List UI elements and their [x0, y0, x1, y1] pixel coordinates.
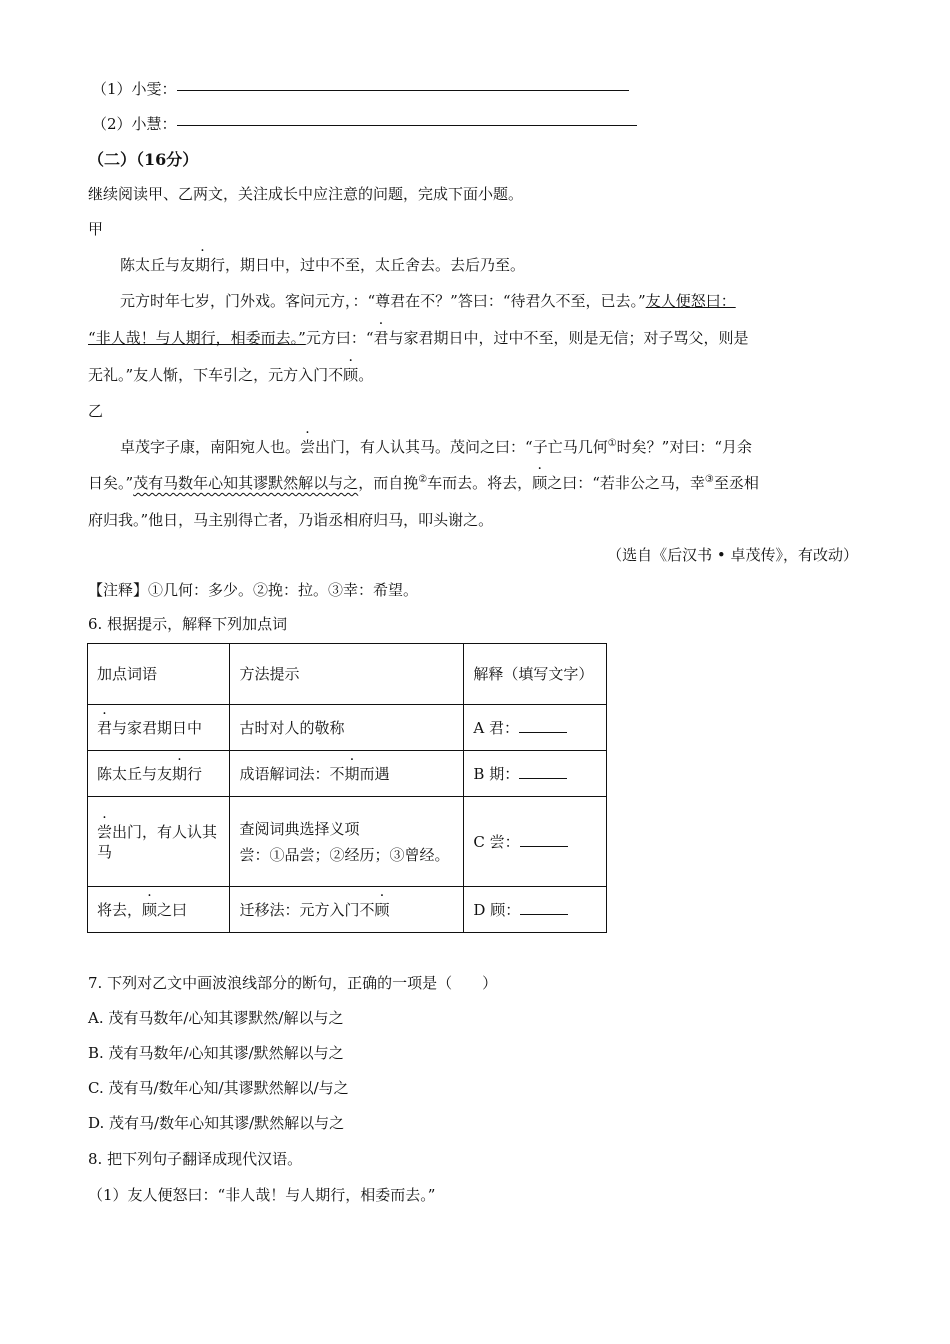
option-d[interactable]: D. 茂有马/数年心知其谬/默然解以与之 — [88, 1114, 345, 1132]
dotted-word: 君 — [97, 718, 113, 737]
dotted-word: 顾 — [532, 474, 548, 492]
table-cell: B 期： — [464, 751, 607, 797]
jia-paragraph-4: 无礼。”友人惭，下车引之，元方入门不顾。 — [88, 366, 374, 384]
answer-blank[interactable] — [520, 834, 568, 847]
table-row — [88, 797, 607, 887]
underlined-text: 友人便怒曰： — [645, 292, 736, 310]
table-header: 解释（填写文字） — [464, 644, 607, 705]
question-8-title: 8. 把下列句子翻译成现代汉语。 — [88, 1150, 303, 1168]
dotted-word: 顾 — [142, 900, 158, 919]
table-cell: 成语解词法：不期而遇 — [230, 751, 464, 797]
wavy-underlined-text: 茂有马数年心知其谬默然解以与之 — [133, 474, 359, 492]
option-a[interactable]: A. 茂有马数年/心知其谬默然/解以与之 — [88, 1009, 344, 1027]
table-cell: 将去，顾之曰 — [88, 887, 230, 933]
section-title: （二）（16分） — [88, 150, 199, 169]
answer-blank[interactable] — [519, 766, 567, 779]
answer-blank[interactable] — [520, 902, 568, 915]
dotted-word: 尝 — [300, 438, 316, 456]
question-6-title: 6. 根据提示，解释下列加点词 — [88, 615, 288, 633]
table-row — [88, 887, 607, 933]
jia-paragraph-2: 元方时年七岁，门外戏。客问元方，：“尊君在不？”答曰：“待君久不至，已去。”友人便怒曰： — [120, 292, 736, 310]
option-c[interactable]: C. 茂有马/数年心知/其谬默然解以/与之 — [88, 1079, 349, 1097]
dotted-word: 期 — [172, 764, 188, 783]
table-cell: A 君： — [464, 705, 607, 751]
jia-paragraph-3: “非人哉！与人期行，相委而去。”元方曰：“君与家君期日中，过中不至，则是无信；对子骂父，则是 — [88, 329, 749, 347]
blank-line[interactable] — [177, 124, 637, 126]
table-header-row — [88, 644, 607, 705]
answer-blank[interactable] — [519, 720, 567, 733]
dotted-word: 期 — [195, 256, 211, 274]
table-header: 方法提示 — [230, 644, 464, 705]
dotted-word: 君 — [373, 329, 389, 347]
table-cell: 迁移法：元方入门不顾 — [230, 887, 464, 933]
question-8-item-1: （1）友人便怒曰：“非人哉！与人期行，相委而去。” — [88, 1186, 436, 1204]
dotted-word: 期 — [344, 764, 360, 783]
table-row — [88, 751, 607, 797]
underlined-text: “非人哉！与人期行，相委而去。” — [88, 329, 306, 347]
notes: 【注释】①几何：多少。②挽：拉。③幸：希望。 — [88, 581, 419, 599]
table-cell: 陈太丘与友期行 — [88, 751, 230, 797]
jia-label: 甲 — [88, 220, 104, 238]
yi-paragraph-3: 府归我。”他日，马主别得亡者，乃诣丞相府归马，叩头谢之。 — [88, 511, 494, 529]
yi-paragraph-1: 卓茂字子康，南阳宛人也。尝出门，有人认其马。茂问之曰：“子亡马几何①时矣？”对曰：“月余 — [120, 438, 753, 456]
jia-paragraph-1: 陈太丘与友期行，期日中，过中不至，太丘舍去。去后乃至。 — [120, 256, 526, 274]
dotted-word: 顾 — [374, 900, 390, 919]
source-citation: （选自《后汉书 • 卓茂传》，有改动） — [607, 546, 858, 564]
question-7-title: 7. 下列对乙文中画波浪线部分的断句，正确的一项是（ ） — [88, 974, 498, 992]
table-header: 加点词语 — [88, 644, 230, 705]
section-instruction: 继续阅读甲、乙两文，关注成长中应注意的问题，完成下面小题。 — [88, 185, 524, 203]
table-cell: 古时对人的敬称 — [230, 705, 464, 751]
blank-line[interactable] — [177, 89, 629, 91]
dotted-word: 尝 — [97, 822, 113, 841]
yi-paragraph-2: 日矣。”茂有马数年心知其谬默然解以与之，而自挽②车而去。将去，顾之曰：“若非公之马，幸③至丞相 — [88, 474, 759, 492]
yi-label: 乙 — [88, 402, 104, 420]
answer-line-2: （2）小慧： — [92, 113, 637, 134]
dotted-word: 顾 — [343, 366, 359, 384]
table-cell: C 尝： — [464, 797, 607, 887]
table-cell: 尝出门，有人认其马 — [88, 797, 230, 887]
vocab-table — [87, 643, 607, 933]
table-cell: 查阅词典选择义项 尝：①品尝；②经历；③曾经。 — [230, 797, 464, 887]
answer-line-1: （1）小雯： — [92, 78, 629, 99]
table-cell: D 顾： — [464, 887, 607, 933]
option-b[interactable]: B. 茂有马数年/心知其谬/默然解以与之 — [88, 1044, 344, 1062]
table-row — [88, 705, 607, 751]
table-cell: 君与家君期日中 — [88, 705, 230, 751]
